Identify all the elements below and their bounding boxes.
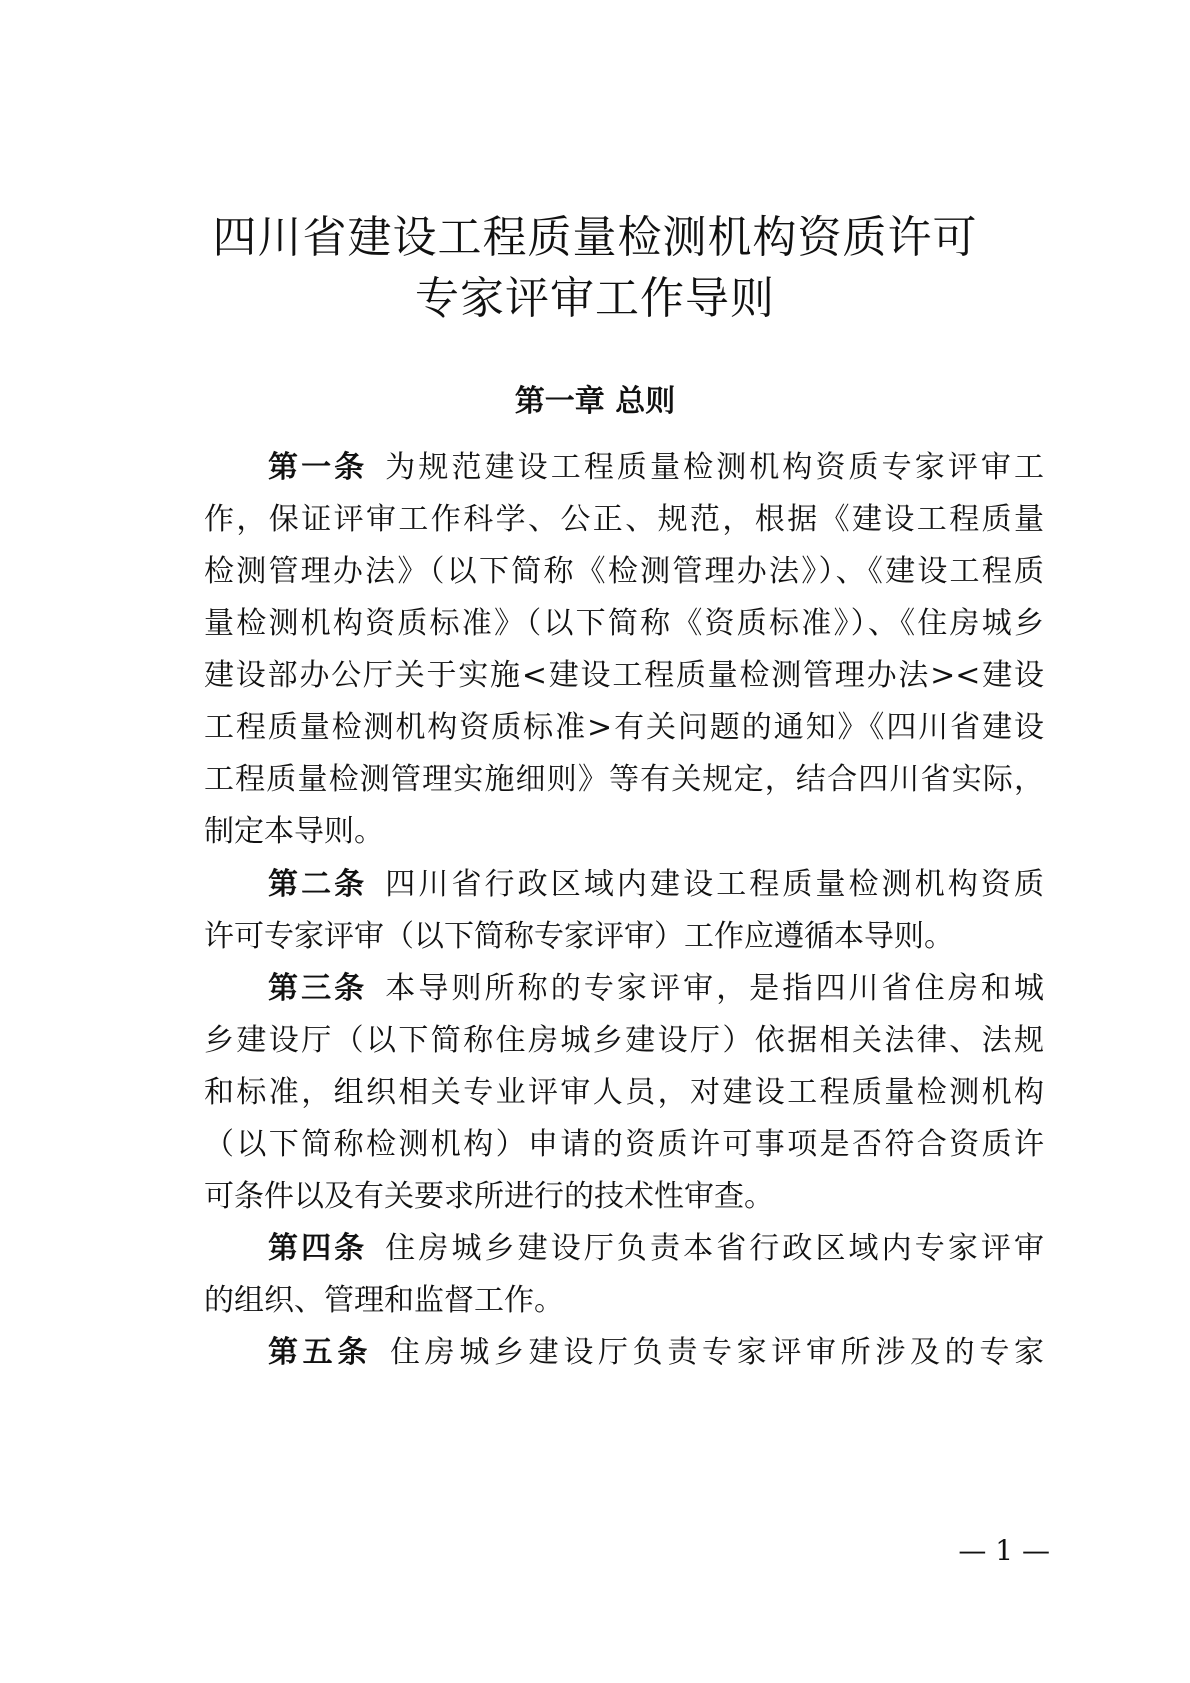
article-3-line-1 [204, 961, 1044, 1017]
article-1-line-4: 量检测机构资质标准》（以下简称《资质标准》）、《住房城乡 [204, 606, 1044, 641]
article-3-line-2: 乡建设厅（以下简称住房城乡建设厅）依据相关法律、法规 [204, 1023, 1044, 1058]
article-3-line-3: 和标准，组织相关专业评审人员，对建设工程质量检测机构 [204, 1075, 1044, 1110]
article-1-line-5: 建设部办公厅关于实施<建设工程质量检测管理办法><建设 [204, 658, 1044, 693]
article-2-text: 四川省行政区域内建设工程质量检测机构资质 [385, 867, 1045, 902]
article-2-line-1 [204, 857, 1044, 913]
document-title-line-1: 四川省建设工程质量检测机构资质许可 [212, 212, 978, 263]
article-4-line-2: 的组织、管理和监督工作。 [204, 1283, 564, 1318]
article-4-label: 第四条 [268, 1231, 368, 1266]
article-1-text: 为规范建设工程质量检测机构资质专家评审工 [385, 450, 1045, 485]
article-5-line-1 [204, 1325, 1044, 1381]
chapter-heading: 第一章 总则 [514, 384, 676, 419]
article-5-text: 住房城乡建设厅负责专家评审所涉及的专家 [390, 1335, 1044, 1370]
article-1-label: 第一条 [268, 450, 368, 485]
article-5-label: 第五条 [268, 1335, 372, 1370]
article-1-line-3: 检测管理办法》（以下简称《检测管理办法》）、《建设工程质 [204, 554, 1044, 589]
article-2-label: 第二条 [268, 867, 368, 902]
article-3-line-4: （以下简称检测机构）申请的资质许可事项是否符合资质许 [204, 1127, 1044, 1162]
article-2-line-2: 许可专家评审（以下简称专家评审）工作应遵循本导则。 [204, 919, 954, 954]
document-title-line-2: 专家评审工作导则 [415, 273, 775, 324]
article-1-line-8: 制定本导则。 [204, 814, 384, 849]
article-4-line-1 [204, 1221, 1044, 1277]
article-3-line-5: 可条件以及有关要求所进行的技术性审查。 [204, 1179, 774, 1214]
article-1-line-7: 工程质量检测管理实施细则》等有关规定，结合四川省实际， [204, 762, 1044, 797]
article-3-label: 第三条 [268, 971, 368, 1006]
article-1-line-1 [204, 440, 1044, 496]
article-4-text: 住房城乡建设厅负责本省行政区域内专家评审 [385, 1231, 1045, 1266]
article-1-line-6: 工程质量检测机构资质标准>有关问题的通知》《四川省建设 [204, 710, 1044, 745]
page-number: — 1 — [958, 1534, 1050, 1567]
article-3-text: 本导则所称的专家评审，是指四川省住房和城 [385, 971, 1045, 1006]
article-1-line-2: 作，保证评审工作科学、公正、规范，根据《建设工程质量 [204, 502, 1044, 537]
